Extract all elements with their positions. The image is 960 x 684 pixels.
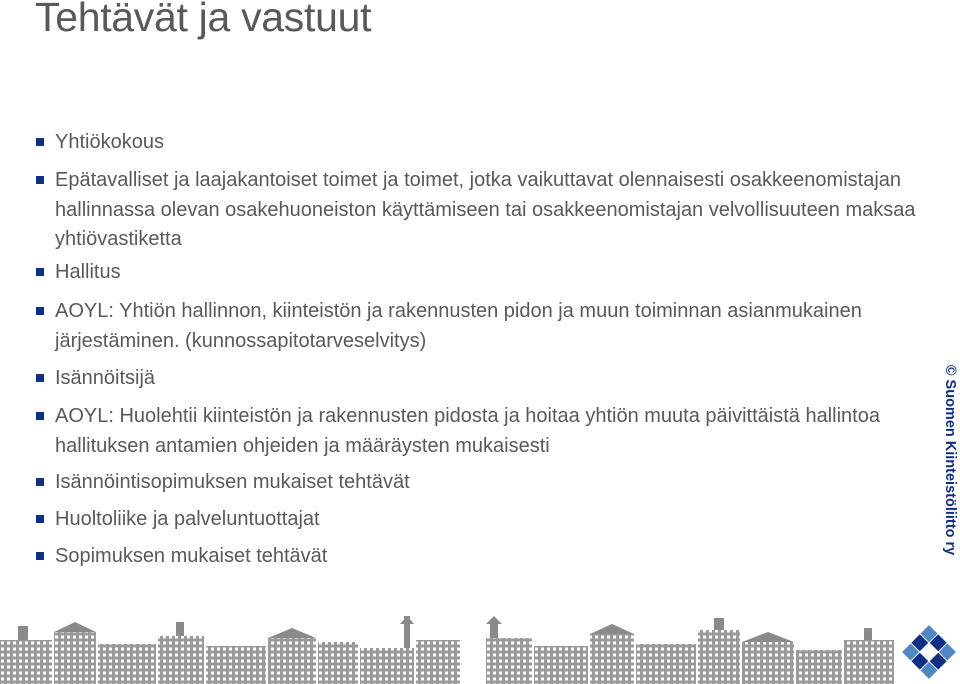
bullet-square-icon [36,478,44,486]
bullet-square-icon [36,307,44,315]
bullet-square-icon [36,412,44,420]
bullet-item [36,505,916,535]
bullet-square-icon [36,515,44,523]
bullet-item [36,468,916,498]
bullet-text: Huoltoliike ja palveluntuottajat [55,508,320,530]
bullet-text: AOYL: Yhtiön hallinnon, kiinteistön ja rakennusten pidon ja muun toiminnan asianmukainen järjestäminen. (kunnossapitotarveselvitys) [55,300,862,352]
bullet-item [36,364,916,394]
bullet-text: Sopimuksen mukaiset tehtävät [55,545,328,567]
bullet-square-icon [36,176,44,184]
bullet-square-icon [36,374,44,382]
copyright-notice [939,360,960,560]
bullet-square-icon [36,268,44,276]
kiinteistoliitto-logo [901,624,957,680]
bullet-item [36,542,916,572]
bullet-item [36,402,916,461]
bullet-text: Isännöintisopimuksen mukaiset tehtävät [55,471,410,493]
slide-title: Tehtävät ja vastuut [35,0,372,40]
bullet-text: Epätavalliset ja laajakantoiset toimet ja toimet, jotka vaikuttavat olennaisesti osakkeenomistajan hallinnassa olevan osakehuoneiston käyttämiseen tai osakkeenomistajan velvollisuuteen maksaa yhtiövastiketta [55,169,916,250]
bullet-square-icon [36,138,44,146]
copyright-text: © Suomen Kiinteistöliitto ry [942,364,958,556]
bullet-item [36,166,916,255]
bullet-text: AOYL: Huolehtii kiinteistön ja rakennusten pidosta ja hoitaa yhtiön muuta päivittäistä hallintoa hallituksen antamien ohjeiden ja määräysten mukaisesti [55,405,880,457]
bullet-text: Isännöitsijä [55,367,156,389]
bullet-item [36,297,916,356]
bullet-text: Hallitus [55,261,121,283]
bullet-item [36,258,916,288]
bullet-square-icon [36,552,44,560]
bullet-text: Yhtiökokous [55,131,164,153]
city-skyline-decoration [0,616,895,684]
bullet-item [36,128,916,158]
